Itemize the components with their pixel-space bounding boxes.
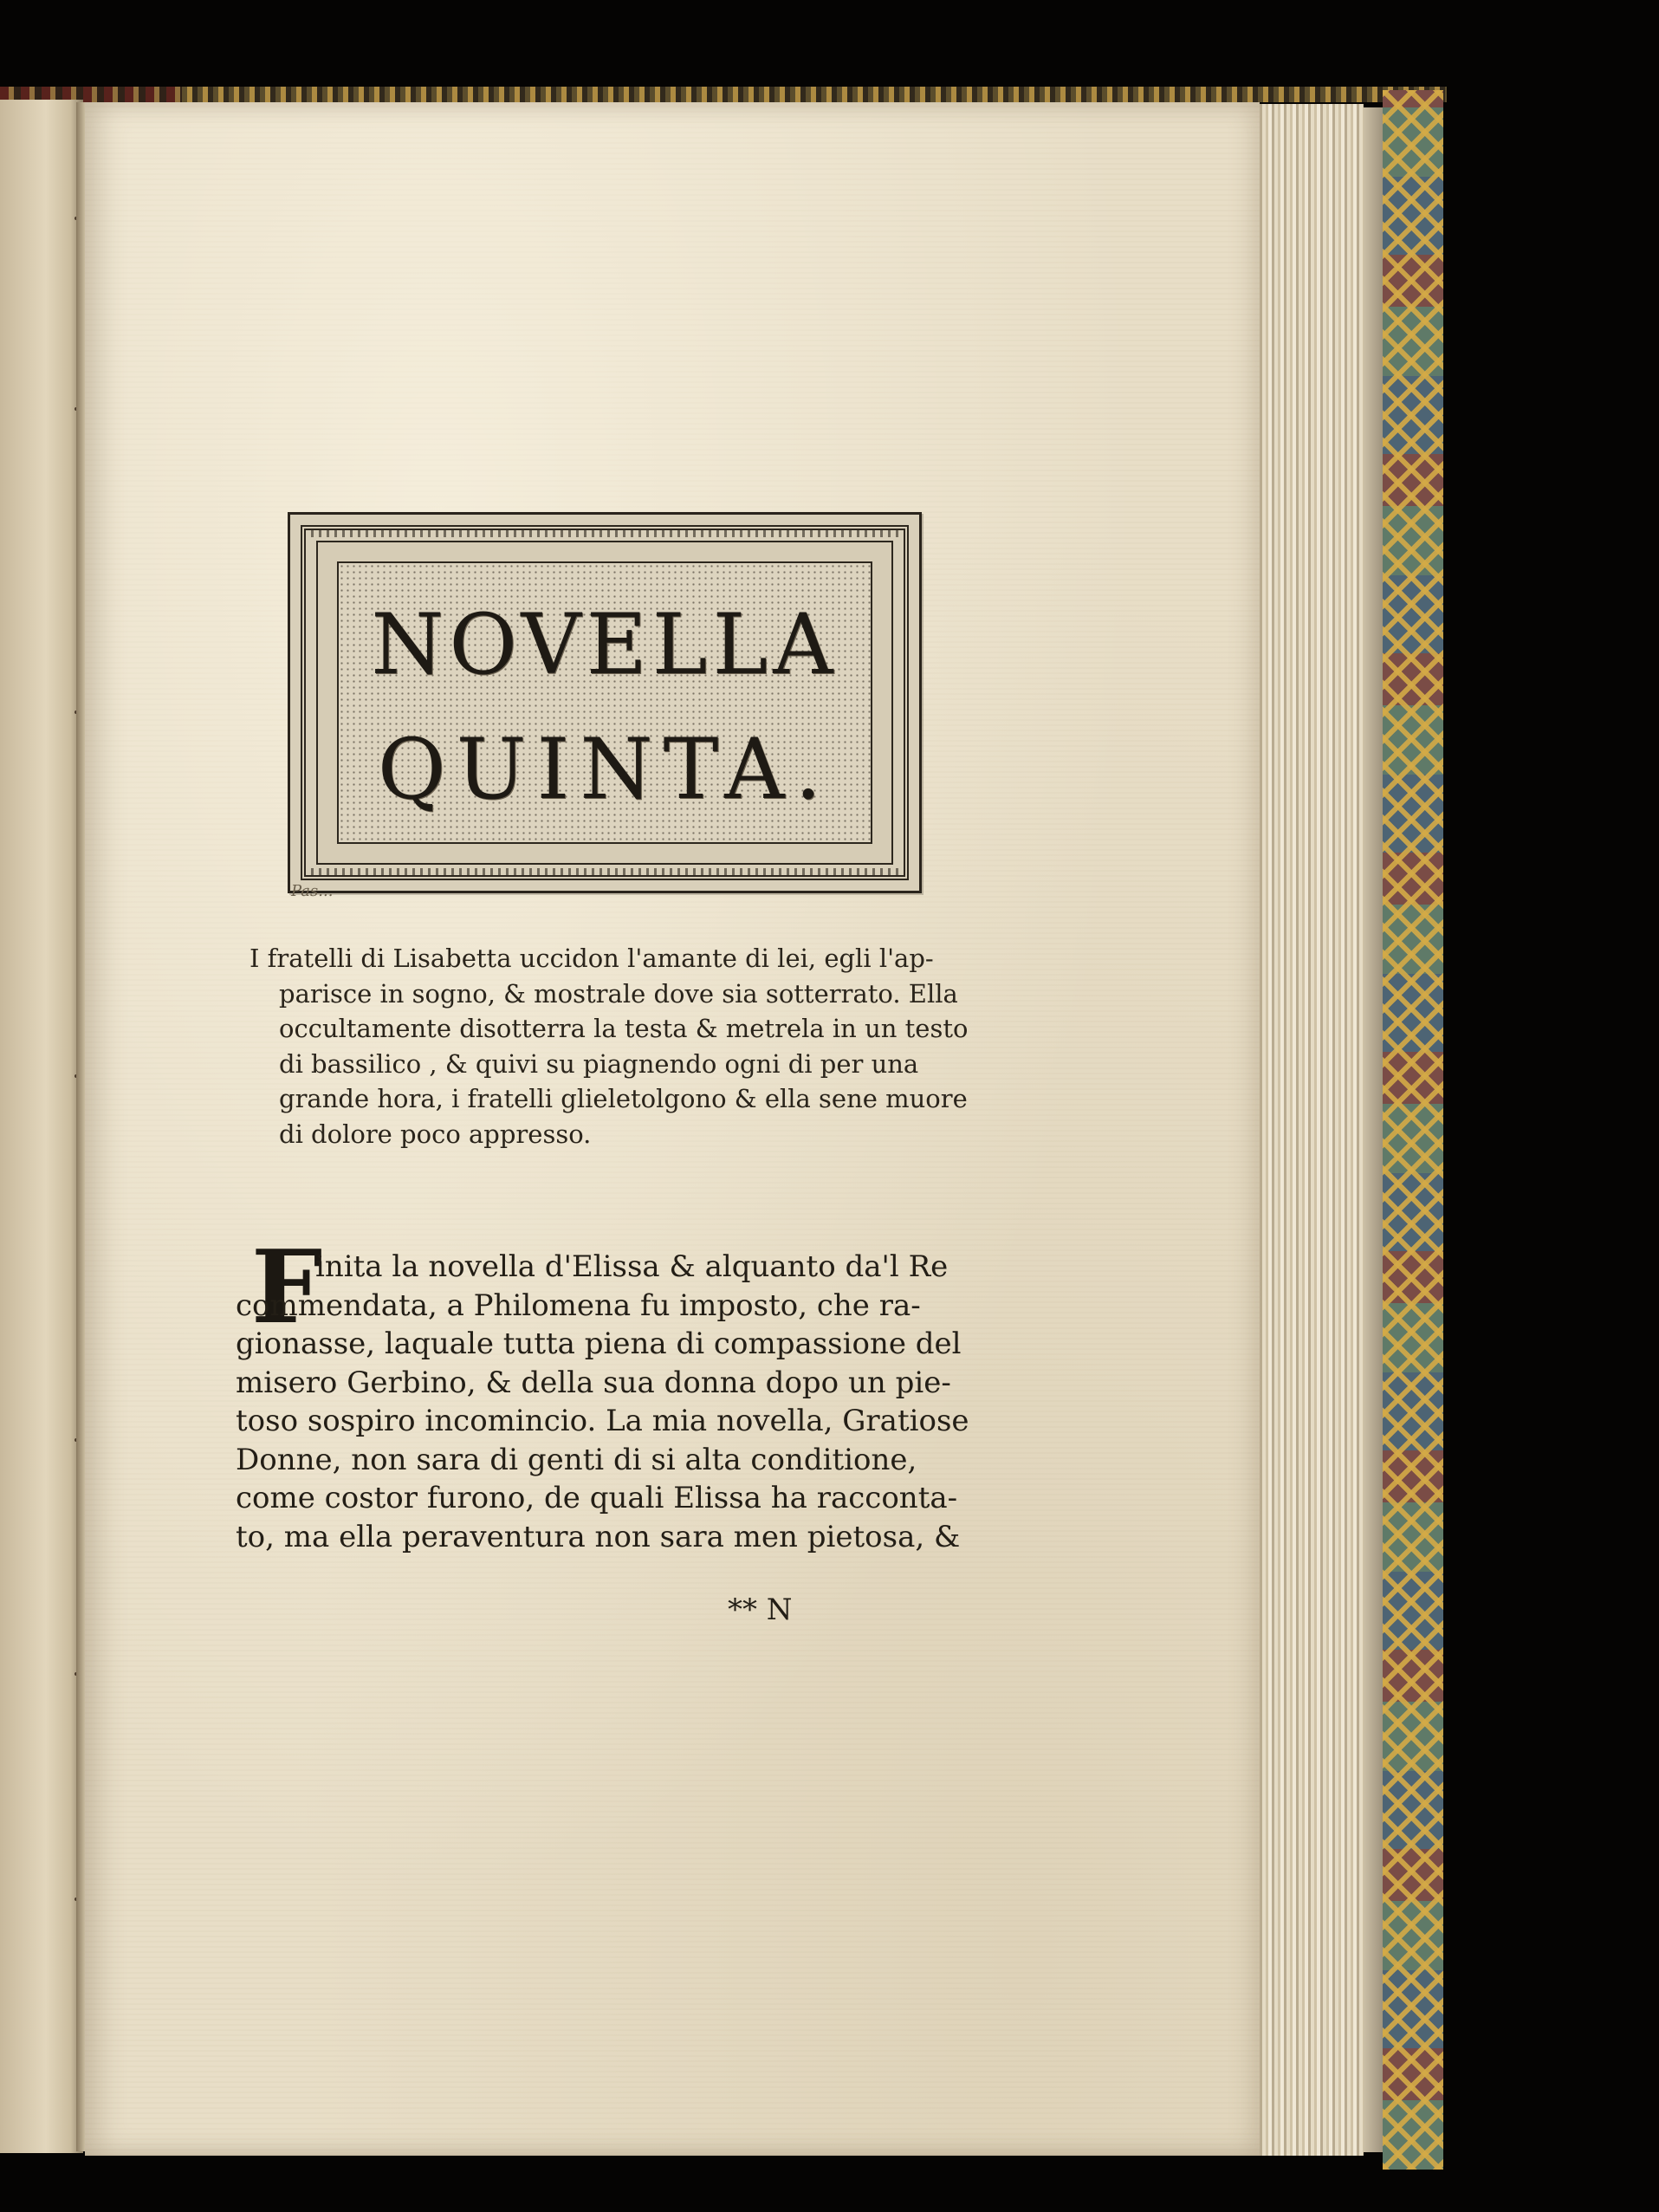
left-page-fragment — [0, 100, 83, 2153]
summary-line: di dolore poco appresso. — [279, 1119, 592, 1149]
title-quinta: QUINTA. — [377, 721, 833, 818]
title-cartouche — [288, 512, 922, 893]
summary-line: I fratelli di Lisabetta uccidon l'amante di lei, egli l'ap- — [249, 944, 934, 973]
body-line: toso sospiro incomincio. La mia novella, Gratiose — [236, 1404, 969, 1438]
body-line: come costor furono, de quali Elissa ha racconta- — [236, 1481, 958, 1515]
body-line: misero Gerbino, & della sua donna dopo un pie- — [236, 1365, 951, 1400]
body-line: inita la novella d'Elissa & alquanto da'l Re — [315, 1249, 949, 1284]
summary-line: parisce in sogno, & mostrale dove sia sotterrato. Ella — [279, 978, 958, 1009]
gilt-top-edge — [182, 87, 1447, 102]
cartouche-ornament-bottom — [311, 868, 898, 877]
title-novella: NOVELLA — [371, 596, 839, 693]
catchword-signature: ** N — [728, 1593, 793, 1627]
body-line: Donne, non sara di genti di si alta conditione, — [236, 1442, 917, 1477]
body-line: commendata, a Philomena fu imposto, che ra- — [236, 1288, 921, 1323]
cartouche-ornament-top — [311, 529, 898, 537]
summary-line: occultamente disotterra la testa & metrela in un testo — [279, 1014, 969, 1043]
novella-summary — [249, 941, 969, 1151]
body-line: gionasse, laquale tutta piena di compassione del — [236, 1327, 962, 1361]
body-line: to, ma ella peraventura non sara men pietosa, & — [236, 1519, 961, 1554]
summary-line: grande hora, i fratelli glieletolgono & ella sene muore — [279, 1084, 968, 1113]
summary-line: di bassilico , & quivi su piagnendo ogni di per una — [279, 1048, 919, 1079]
page-edges — [1260, 104, 1364, 2156]
drop-cap: F — [251, 1229, 323, 1346]
gilt-spine — [1383, 90, 1443, 2170]
engraver-signature: Pas... — [291, 882, 334, 900]
body-paragraph — [236, 1248, 969, 1556]
